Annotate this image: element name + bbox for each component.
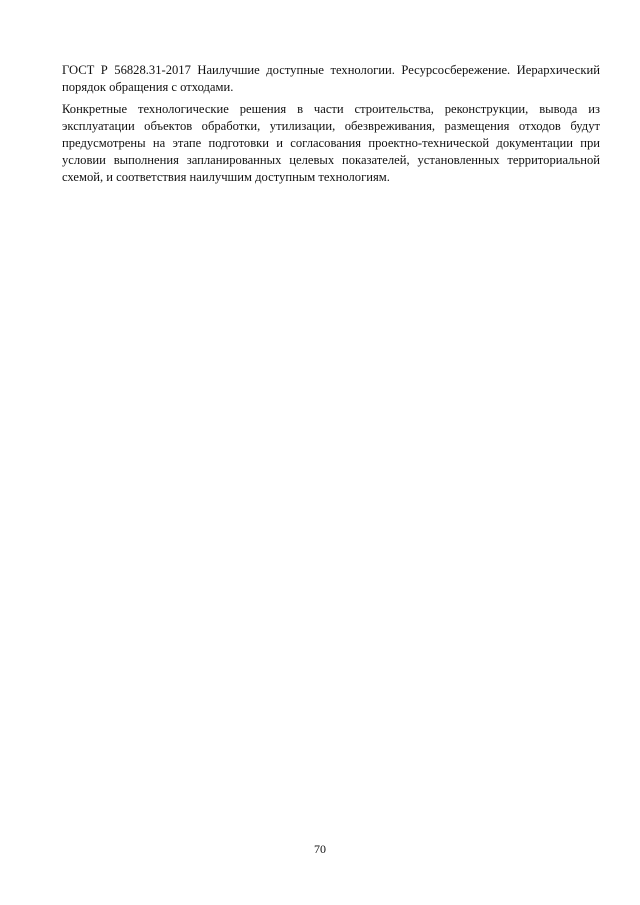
reference-paragraph: ГОСТ Р 56828.31-2017 Наилучшие доступные технологии. Ресурсосбережение. Иерархический порядок обращения с отходами. xyxy=(62,63,600,94)
body-paragraph: Конкретные технологические решения в части строительства, реконструкции, вывода из эксплуатации объектов обработки, утилизации, обезвреживания, размещения отходов будут предусмотрены на этапе подготовки и согласования проектно-технической документации при условии выполнения запланированных целевых показателей, установленных территориальной схемой, и соответствия наилучшим доступным технологиям. xyxy=(62,102,600,184)
page-body xyxy=(62,62,600,186)
page-number: 70 xyxy=(314,842,326,856)
